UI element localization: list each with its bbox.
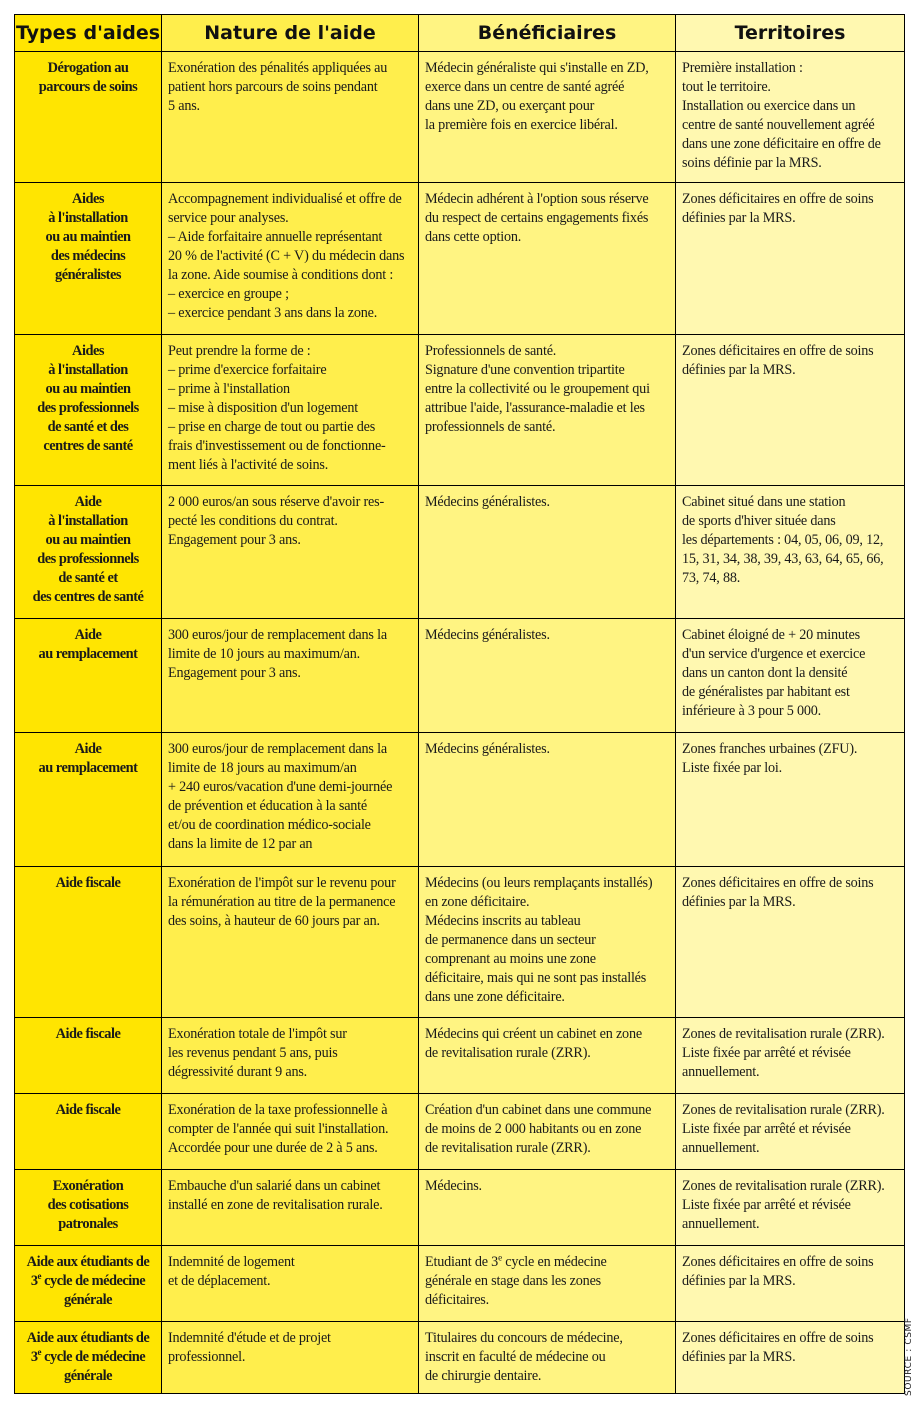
- table-row: [15, 335, 905, 486]
- beneficiaires-cell: Médecins généralistes.: [419, 619, 676, 733]
- beneficiaires-cell: Professionnels de santé. Signature d'une convention tripartite entre la collectivité ou le groupement qui attribue l'aide, l'assurance-maladie et les professionnels de santé.: [419, 335, 676, 486]
- beneficiaires-cell: Médecins généralistes.: [419, 486, 676, 619]
- beneficiaires-cell: Médecins qui créent un cabinet en zone de revitalisation rurale (ZRR).: [419, 1018, 676, 1094]
- nature-cell: 2 000 euros/an sous réserve d'avoir res- pecté les conditions du contrat. Engagement pour 3 ans.: [162, 486, 419, 619]
- type-cell: Aide au remplacement: [15, 619, 162, 733]
- type-cell: Aide fiscale: [15, 1094, 162, 1170]
- nature-cell: 300 euros/jour de remplacement dans la limite de 18 jours au maximum/an + 240 euros/vacation d'une demi-journée de prévention et éducation à la santé et/ou de coordination médico-sociale dans la limite de 12 par an: [162, 733, 419, 867]
- type-cell: Aide au remplacement: [15, 733, 162, 867]
- beneficiaires-cell: Etudiant de 3e cycle en médecine générale en stage dans les zones déficitaires.: [419, 1246, 676, 1322]
- type-cell: Aide aux étudiants de 3e cycle de médecine générale: [15, 1246, 162, 1322]
- beneficiaires-cell: Médecins généralistes.: [419, 733, 676, 867]
- table-row: [15, 52, 905, 183]
- territoires-cell: Zones franches urbaines (ZFU). Liste fixée par loi.: [676, 733, 905, 867]
- beneficiaires-cell: Médecin adhérent à l'option sous réserve du respect de certains engagements fixés dans cette option.: [419, 183, 676, 335]
- type-cell: Aide à l'installation ou au maintien des professionnels de santé et des centres de santé: [15, 486, 162, 619]
- beneficiaires-cell: Médecins.: [419, 1170, 676, 1246]
- header-territoires: Territoires: [676, 15, 905, 52]
- nature-cell: Accompagnement individualisé et offre de service pour analyses. – Aide forfaitaire annuelle représentant 20 % de l'activité (C + V) du médecin dans la zone. Aide soumise à conditions dont : – exercice en groupe ; – exercice pendant 3 ans dans la zone.: [162, 183, 419, 335]
- nature-cell: Indemnité d'étude et de projet professionnel.: [162, 1322, 419, 1394]
- table-row: [15, 867, 905, 1018]
- nature-cell: Exonération de l'impôt sur le revenu pour la rémunération au titre de la permanence des soins, à hauteur de 60 jours par an.: [162, 867, 419, 1018]
- nature-cell: Peut prendre la forme de : – prime d'exercice forfaitaire – prime à l'installation – mise à disposition d'un logement – prise en charge de tout ou partie des frais d'investissement ou de fonctionne- ment liés à l'activité de soins.: [162, 335, 419, 486]
- header-types: Types d'aides: [15, 15, 162, 52]
- nature-cell: Indemnité de logement et de déplacement.: [162, 1246, 419, 1322]
- territoires-cell: Cabinet éloigné de + 20 minutes d'un service d'urgence et exercice dans un canton dont la densité de généralistes par habitant est inférieure à 3 pour 5 000.: [676, 619, 905, 733]
- type-cell: Aides à l'installation ou au maintien des professionnels de santé et des centres de santé: [15, 335, 162, 486]
- header-nature: Nature de l'aide: [162, 15, 419, 52]
- type-cell: Dérogation au parcours de soins: [15, 52, 162, 183]
- territoires-cell: Zones déficitaires en offre de soins définies par la MRS.: [676, 867, 905, 1018]
- beneficiaires-cell: Médecin généraliste qui s'installe en ZD, exerce dans un centre de santé agréé dans une ZD, ou exerçant pour la première fois en exercice libéral.: [419, 52, 676, 183]
- type-cell: Exonération des cotisations patronales: [15, 1170, 162, 1246]
- territoires-cell: Zones déficitaires en offre de soins définies par la MRS.: [676, 335, 905, 486]
- table-row: [15, 1018, 905, 1094]
- table-row: [15, 1322, 905, 1394]
- territoires-cell: Zones déficitaires en offre de soins définies par la MRS.: [676, 1322, 905, 1394]
- type-cell: Aide aux étudiants de 3e cycle de médecine générale: [15, 1322, 162, 1394]
- source-credit: SOURCE : CSMF: [904, 1317, 914, 1396]
- table-row: [15, 183, 905, 335]
- table-row: [15, 486, 905, 619]
- aids-table: [14, 14, 905, 1394]
- table-row: [15, 1246, 905, 1322]
- beneficiaires-cell: Titulaires du concours de médecine, inscrit en faculté de médecine ou de chirurgie dentaire.: [419, 1322, 676, 1394]
- nature-cell: Exonération totale de l'impôt sur les revenus pendant 5 ans, puis dégressivité durant 9 ans.: [162, 1018, 419, 1094]
- beneficiaires-cell: Création d'un cabinet dans une commune de moins de 2 000 habitants ou en zone de revitalisation rurale (ZRR).: [419, 1094, 676, 1170]
- territoires-cell: Zones de revitalisation rurale (ZRR). Liste fixée par arrêté et révisée annuellement.: [676, 1094, 905, 1170]
- nature-cell: Exonération des pénalités appliquées au patient hors parcours de soins pendant 5 ans.: [162, 52, 419, 183]
- table-row: [15, 1094, 905, 1170]
- nature-cell: Embauche d'un salarié dans un cabinet installé en zone de revitalisation rurale.: [162, 1170, 419, 1246]
- header-row: [15, 15, 905, 52]
- table-row: [15, 1170, 905, 1246]
- table-row: [15, 619, 905, 733]
- type-cell: Aide fiscale: [15, 867, 162, 1018]
- type-cell: Aide fiscale: [15, 1018, 162, 1094]
- territoires-cell: Zones de revitalisation rurale (ZRR). Liste fixée par arrêté et révisée annuellement.: [676, 1018, 905, 1094]
- territoires-cell: Zones de revitalisation rurale (ZRR). Liste fixée par arrêté et révisée annuellement.: [676, 1170, 905, 1246]
- beneficiaires-cell: Médecins (ou leurs remplaçants installés) en zone déficitaire. Médecins inscrits au tableau de permanence dans un secteur comprenant au moins une zone déficitaire, mais qui ne sont pas installés dans une zone déficitaire.: [419, 867, 676, 1018]
- type-cell: Aides à l'installation ou au maintien des médecins généralistes: [15, 183, 162, 335]
- nature-cell: Exonération de la taxe professionnelle à compter de l'année qui suit l'installation. Accordée pour une durée de 2 à 5 ans.: [162, 1094, 419, 1170]
- table-row: [15, 733, 905, 867]
- territoires-cell: Zones déficitaires en offre de soins définies par la MRS.: [676, 1246, 905, 1322]
- nature-cell: 300 euros/jour de remplacement dans la limite de 10 jours au maximum/an. Engagement pour 3 ans.: [162, 619, 419, 733]
- header-beneficiaires: Bénéficiaires: [419, 15, 676, 52]
- territoires-cell: Cabinet situé dans une station de sports d'hiver située dans les départements : 04, 05, 06, 09, 12, 15, 31, 34, 38, 39, 43, 63, 64, 65, 66, 73, 74, 88.: [676, 486, 905, 619]
- territoires-cell: Zones déficitaires en offre de soins définies par la MRS.: [676, 183, 905, 335]
- territoires-cell: Première installation : tout le territoire. Installation ou exercice dans un centre de santé nouvellement agréé dans une zone déficitaire en offre de soins définie par la MRS.: [676, 52, 905, 183]
